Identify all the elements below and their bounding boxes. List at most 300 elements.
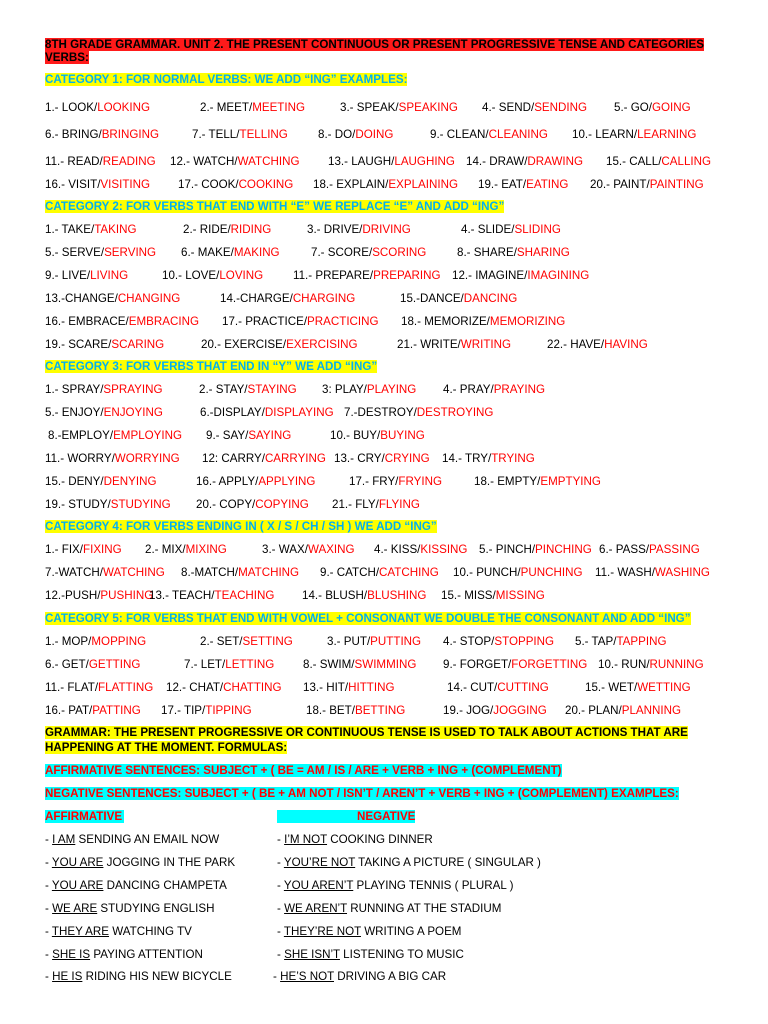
verb-pair xyxy=(606,155,711,168)
base-verb: 3.- PUT/ xyxy=(327,635,371,648)
verb-pair xyxy=(443,704,547,717)
verb-pair xyxy=(45,406,163,419)
example-dash: - xyxy=(277,948,285,961)
base-verb: 11.- WASH/ xyxy=(595,566,655,579)
verb-pair xyxy=(332,498,420,511)
ing-form: BRINGING xyxy=(101,128,160,141)
verb-pair xyxy=(401,315,565,328)
verb-pair xyxy=(306,704,405,717)
verb-pair xyxy=(318,128,393,141)
verb-pair xyxy=(340,101,458,114)
negative-example xyxy=(277,856,541,869)
base-verb: 10.- LOVE/ xyxy=(162,269,220,282)
verb-pair xyxy=(293,269,441,282)
verb-pair xyxy=(166,681,282,694)
negative-formula-text: NEGATIVE SENTENCES: SUBJECT + ( BE + AM NOT / ISN’T / AREN’T + VERB + ING + (COMPLEMENT) EXAMPLES: xyxy=(45,787,679,800)
verb-pair xyxy=(479,543,592,556)
ing-form: LIVING xyxy=(90,269,129,282)
category-3-heading-text: CATEGORY 3: FOR VERBS THAT END IN “Y” WE ADD “ING” xyxy=(45,360,378,373)
ing-form: DRIVING xyxy=(362,223,411,236)
verb-pair xyxy=(565,704,681,717)
verb-pair xyxy=(466,155,583,168)
example-rest: PLAYING TENNIS ( PLURAL ) xyxy=(353,879,514,892)
ing-form: PUSHING xyxy=(100,589,154,602)
verb-pair xyxy=(161,704,252,717)
ing-form: PAINTING xyxy=(649,178,704,191)
verb-pair xyxy=(45,475,156,488)
negative-example xyxy=(277,948,464,961)
verb-pair xyxy=(453,566,583,579)
base-verb: 22.- HAVE/ xyxy=(547,338,605,351)
verb-pair xyxy=(45,566,165,579)
ing-form: EMPLOYING xyxy=(113,429,183,442)
ing-form: BLUSHING xyxy=(367,589,427,602)
verb-pair xyxy=(595,566,710,579)
base-verb: 19.- EAT/ xyxy=(478,178,527,191)
base-verb: 2.- STAY/ xyxy=(199,383,248,396)
ing-form: HITTING xyxy=(348,681,395,694)
example-rest: RIDING HIS NEW BICYCLE xyxy=(82,970,232,983)
ing-form: PRAYING xyxy=(493,383,546,396)
base-verb: 18.- BET/ xyxy=(306,704,355,717)
verb-pair xyxy=(183,223,271,236)
base-verb: 6.- BRING/ xyxy=(45,128,102,141)
ing-form: DESTROYING xyxy=(416,406,494,419)
example-dash: - xyxy=(45,833,53,846)
ing-form: SPRAYING xyxy=(103,383,163,396)
ing-form: SPEAKING xyxy=(398,101,458,114)
negative-example xyxy=(277,902,501,915)
ing-form: WRITING xyxy=(460,338,512,351)
verb-pair xyxy=(334,452,430,465)
base-verb: 8.- SWIM/ xyxy=(303,658,355,671)
ing-form: BUYING xyxy=(380,429,425,442)
verb-pair xyxy=(196,475,315,488)
verb-pair xyxy=(590,178,704,191)
category-1-heading-text: CATEGORY 1: FOR NORMAL VERBS: WE ADD “ING” EXAMPLES: xyxy=(45,73,408,86)
negative-example xyxy=(277,879,513,892)
ing-form: SLIDING xyxy=(514,223,561,236)
ing-form: ENJOYING xyxy=(103,406,163,419)
ing-form: CHATTING xyxy=(223,681,282,694)
base-verb: 8.-EMPLOY/ xyxy=(48,429,114,442)
ing-form: FORGETTING xyxy=(511,658,588,671)
example-dash: - xyxy=(277,925,284,938)
example-subject-verb: SHE IS xyxy=(52,948,91,961)
ing-form: DANCING xyxy=(463,292,518,305)
ing-form: EXERCISING xyxy=(286,338,358,351)
ing-form: SETTING xyxy=(242,635,293,648)
verb-pair xyxy=(585,681,691,694)
ing-form: CHANGING xyxy=(117,292,181,305)
base-verb: 17.- PRACTICE/ xyxy=(222,315,308,328)
negative-column-header-text: NEGATIVE xyxy=(277,810,415,823)
example-rest: WRITING A POEM xyxy=(360,925,462,938)
ing-form: HAVING xyxy=(604,338,648,351)
ing-form: LETTING xyxy=(225,658,275,671)
base-verb: 16.- APPLY/ xyxy=(196,475,259,488)
verb-pair xyxy=(220,292,355,305)
ing-form: MISSING xyxy=(495,589,545,602)
verb-pair xyxy=(478,178,568,191)
base-verb: 5.- GO/ xyxy=(614,101,653,114)
page-title xyxy=(45,38,735,64)
verb-pair xyxy=(313,178,458,191)
ing-form: PRACTICING xyxy=(307,315,379,328)
ing-form: WETTING xyxy=(637,681,691,694)
verb-pair xyxy=(457,246,570,259)
base-verb: 7.- LET/ xyxy=(184,658,226,671)
base-verb: 17.- TIP/ xyxy=(161,704,206,717)
page-title-text: 8TH GRADE GRAMMAR. UNIT 2. THE PRESENT CONTINUOUS OR PRESENT PROGRESSIVE TENSE AND CATEGORIES VERBS: xyxy=(45,38,704,64)
verb-pair xyxy=(320,566,439,579)
ing-form: PREPARING xyxy=(373,269,441,282)
base-verb: 7.-DESTROY/ xyxy=(344,406,417,419)
base-verb: 6.- GET/ xyxy=(45,658,89,671)
ing-form: TAKING xyxy=(94,223,137,236)
base-verb: 12.- WATCH/ xyxy=(170,155,238,168)
verb-pair xyxy=(443,658,587,671)
base-verb: 3: PLAY/ xyxy=(322,383,367,396)
category-3-heading xyxy=(45,360,377,373)
base-verb: 5.- TAP/ xyxy=(575,635,617,648)
base-verb: 14.- BLUSH/ xyxy=(302,589,368,602)
base-verb: 19.- JOG/ xyxy=(443,704,494,717)
base-verb: 4.- KISS/ xyxy=(374,543,421,556)
verb-pair xyxy=(45,246,156,259)
base-verb: 16.- PAT/ xyxy=(45,704,93,717)
example-dash: - xyxy=(277,879,284,892)
ing-form: EATING xyxy=(526,178,569,191)
base-verb: 17.- FRY/ xyxy=(349,475,399,488)
verb-pair xyxy=(45,543,122,556)
ing-form: PLANNING xyxy=(621,704,681,717)
base-verb: 8.- DO/ xyxy=(318,128,356,141)
verb-pair xyxy=(206,429,291,442)
verb-pair xyxy=(307,223,411,236)
base-verb: 10.- BUY/ xyxy=(330,429,381,442)
ing-form: VISITING xyxy=(100,178,151,191)
base-verb: 9.- CLEAN/ xyxy=(430,128,489,141)
verb-pair xyxy=(192,128,288,141)
negative-column-header xyxy=(277,810,415,823)
base-verb: 10.- RUN/ xyxy=(598,658,650,671)
example-rest: TAKING A PICTURE ( SINGULAR ) xyxy=(355,856,541,869)
verb-pair xyxy=(48,429,182,442)
verb-pair xyxy=(45,704,141,717)
ing-form: EMPTYING xyxy=(540,475,601,488)
example-dash: - xyxy=(277,833,285,846)
example-subject-verb: WE AREN’T xyxy=(284,902,348,915)
affirmative-example xyxy=(45,970,232,983)
base-verb: 14.- DRAW/ xyxy=(466,155,528,168)
verb-pair xyxy=(262,543,355,556)
verb-pair xyxy=(322,383,416,396)
base-verb: 6.-DISPLAY/ xyxy=(200,406,265,419)
ing-form: SHARING xyxy=(516,246,570,259)
ing-form: TRYING xyxy=(491,452,535,465)
base-verb: 3.- WAX/ xyxy=(262,543,308,556)
ing-form: CARRYING xyxy=(264,452,326,465)
example-rest: STUDYING ENGLISH xyxy=(97,902,215,915)
affirmative-column-header xyxy=(45,810,124,823)
example-rest: PAYING ATTENTION xyxy=(90,948,203,961)
base-verb: 20.- PLAN/ xyxy=(565,704,622,717)
ing-form: CHARGING xyxy=(292,292,356,305)
ing-form: DOING xyxy=(355,128,394,141)
verb-pair xyxy=(461,223,561,236)
base-verb: 14.- TRY/ xyxy=(442,452,492,465)
base-verb: 2.- MEET/ xyxy=(200,101,253,114)
ing-form: TIPPING xyxy=(205,704,252,717)
category-5-heading xyxy=(45,612,691,625)
example-subject-verb: WE ARE xyxy=(52,902,98,915)
verb-pair xyxy=(45,128,159,141)
ing-form: FRYING xyxy=(398,475,442,488)
base-verb: 12.- CHAT/ xyxy=(166,681,224,694)
ing-form: LAUGHING xyxy=(394,155,455,168)
base-verb: 9.- CATCH/ xyxy=(320,566,380,579)
ing-form: FLYING xyxy=(378,498,420,511)
verb-pair xyxy=(575,635,667,648)
grammar-line-2-text: HAPPENING AT THE MOMENT. FORMULAS: xyxy=(45,741,288,754)
ing-form: SENDING xyxy=(534,101,588,114)
ing-form: GETTING xyxy=(88,658,141,671)
verb-pair xyxy=(202,452,326,465)
ing-form: TEACHING xyxy=(214,589,275,602)
ing-form: IMAGINING xyxy=(527,269,590,282)
ing-form: COPYING xyxy=(255,498,309,511)
affirmative-example xyxy=(45,925,192,938)
verb-pair xyxy=(327,635,421,648)
base-verb: 9.- FORGET/ xyxy=(443,658,512,671)
verb-pair xyxy=(452,269,589,282)
base-verb: 6.- MAKE/ xyxy=(181,246,234,259)
verb-pair xyxy=(547,338,648,351)
base-verb: 11.- WORRY/ xyxy=(45,452,115,465)
ing-form: MEMORIZING xyxy=(489,315,566,328)
base-verb: 8.- SHARE/ xyxy=(457,246,517,259)
verb-pair xyxy=(200,406,334,419)
affirmative-example xyxy=(45,948,203,961)
verb-pair xyxy=(303,658,416,671)
base-verb: 10.- LEARN/ xyxy=(572,128,638,141)
ing-form: FLATTING xyxy=(98,681,154,694)
base-verb: 1.- FIX/ xyxy=(45,543,84,556)
ing-form: PLAYING xyxy=(366,383,417,396)
verb-pair xyxy=(302,589,426,602)
verb-pair xyxy=(303,681,394,694)
example-dash: - xyxy=(273,970,281,983)
verb-pair xyxy=(442,452,535,465)
grammar-line-1-text: GRAMMAR: THE PRESENT PROGRESSIVE OR CONTINUOUS TENSE IS USED TO TALK ABOUT ACTIONS THAT ARE xyxy=(45,726,688,739)
verb-pair xyxy=(199,383,297,396)
base-verb: 13.- TEACH/ xyxy=(149,589,215,602)
example-rest: RUNNING AT THE STADIUM xyxy=(347,902,502,915)
ing-form: MATCHING xyxy=(238,566,300,579)
affirmative-column-header-text: AFFIRMATIVE xyxy=(45,810,123,823)
verb-pair xyxy=(181,246,280,259)
ing-form: GOING xyxy=(652,101,691,114)
verb-pair xyxy=(45,658,140,671)
base-verb: 11.- FLAT/ xyxy=(45,681,99,694)
example-subject-verb: I’M NOT xyxy=(284,833,328,846)
ing-form: STOPPING xyxy=(494,635,555,648)
example-dash: - xyxy=(45,879,52,892)
example-dash: - xyxy=(45,970,53,983)
ing-form: STAYING xyxy=(247,383,297,396)
base-verb: 17.- COOK/ xyxy=(178,178,239,191)
base-verb: 3.- SPEAK/ xyxy=(340,101,399,114)
affirmative-formula-text: AFFIRMATIVE SENTENCES: SUBJECT + ( BE = AM / IS / ARE + VERB + ING + (COMPLEMENT) xyxy=(45,764,562,777)
base-verb: 15.- CALL/ xyxy=(606,155,662,168)
verb-pair xyxy=(45,223,137,236)
ing-form: CUTTING xyxy=(497,681,549,694)
ing-form: KISSING xyxy=(420,543,468,556)
ing-form: COOKING xyxy=(238,178,294,191)
base-verb: 12.- IMAGINE/ xyxy=(452,269,528,282)
ing-form: LOOKING xyxy=(97,101,151,114)
grammar-line-1 xyxy=(45,726,688,739)
ing-form: SCORING xyxy=(372,246,427,259)
verb-pair xyxy=(45,315,199,328)
ing-form: TELLING xyxy=(239,128,288,141)
negative-formula xyxy=(45,787,679,800)
ing-form: SCARING xyxy=(111,338,165,351)
verb-pair xyxy=(149,589,274,602)
verb-pair xyxy=(482,101,587,114)
ing-form: MEETING xyxy=(252,101,306,114)
base-verb: 9.- LIVE/ xyxy=(45,269,91,282)
ing-form: EXPLAINING xyxy=(388,178,458,191)
base-verb: 9.- SAY/ xyxy=(206,429,249,442)
verb-pair xyxy=(45,338,164,351)
base-verb: 15.-DANCE/ xyxy=(400,292,464,305)
verb-pair xyxy=(222,315,379,328)
ing-form: LEARNING xyxy=(637,128,697,141)
ing-form: TAPPING xyxy=(616,635,667,648)
base-verb: 20.- PAINT/ xyxy=(590,178,650,191)
base-verb: 15.- MISS/ xyxy=(441,589,496,602)
base-verb: 18.- EMPTY/ xyxy=(474,475,541,488)
example-rest: DRIVING A BIG CAR xyxy=(334,970,447,983)
ing-form: WATCHING xyxy=(102,566,165,579)
example-subject-verb: YOU AREN’T xyxy=(283,879,354,892)
verb-pair xyxy=(162,269,263,282)
base-verb: 19.- STUDY/ xyxy=(45,498,111,511)
example-subject-verb: THEY’RE NOT xyxy=(283,925,361,938)
verb-pair xyxy=(311,246,426,259)
base-verb: 13.- LAUGH/ xyxy=(328,155,395,168)
base-verb: 20.- COPY/ xyxy=(196,498,256,511)
verb-pair xyxy=(170,155,299,168)
verb-pair xyxy=(374,543,467,556)
verb-pair xyxy=(330,429,425,442)
base-verb: 14.- CUT/ xyxy=(447,681,498,694)
ing-form: SWIMMING xyxy=(354,658,417,671)
negative-example xyxy=(277,925,461,938)
verb-pair xyxy=(474,475,601,488)
verb-pair xyxy=(397,338,511,351)
verb-pair xyxy=(349,475,442,488)
base-verb: 3.- DRIVE/ xyxy=(307,223,363,236)
affirmative-example xyxy=(45,833,219,846)
ing-form: PINCHING xyxy=(535,543,592,556)
ing-form: RIDING xyxy=(230,223,272,236)
base-verb: 7.- TELL/ xyxy=(192,128,240,141)
verb-pair xyxy=(178,178,293,191)
example-subject-verb: SHE ISN’T xyxy=(284,948,340,961)
category-5-heading-text: CATEGORY 5: FOR VERBS THAT END WITH VOWEL + CONSONANT WE DOUBLE THE CONSONANT AND ADD “ING” xyxy=(45,612,691,625)
base-verb: 7.- SCORE/ xyxy=(311,246,373,259)
base-verb: 16.- VISIT/ xyxy=(45,178,101,191)
base-verb: 13.-CHANGE/ xyxy=(45,292,118,305)
verb-pair xyxy=(145,543,227,556)
verb-pair xyxy=(200,101,305,114)
verb-pair xyxy=(201,338,358,351)
base-verb: 11.- PREPARE/ xyxy=(293,269,374,282)
ing-form: SAYING xyxy=(248,429,292,442)
ing-form: DENYING xyxy=(103,475,157,488)
verb-pair xyxy=(45,383,162,396)
verb-pair xyxy=(45,269,128,282)
base-verb: 6.- PASS/ xyxy=(599,543,650,556)
base-verb: 5.- ENJOY/ xyxy=(45,406,104,419)
verb-pair xyxy=(45,101,150,114)
example-rest: JOGGING IN THE PARK xyxy=(103,856,236,869)
ing-form: FIXING xyxy=(83,543,122,556)
ing-form: WASHING xyxy=(654,566,710,579)
base-verb: 1.- MOP/ xyxy=(45,635,92,648)
ing-form: WAXING xyxy=(307,543,355,556)
verb-pair xyxy=(45,178,150,191)
base-verb: 15.- WET/ xyxy=(585,681,638,694)
base-verb: 18.- MEMORIZE/ xyxy=(401,315,490,328)
affirmative-formula xyxy=(45,764,562,777)
verb-pair xyxy=(572,128,696,141)
example-rest: WATCHING TV xyxy=(109,925,192,938)
example-dash: - xyxy=(45,856,52,869)
ing-form: CATCHING xyxy=(379,566,439,579)
negative-example xyxy=(277,833,433,846)
ing-form: CALLING xyxy=(661,155,712,168)
example-subject-verb: YOU ARE xyxy=(51,856,104,869)
category-4-heading xyxy=(45,520,437,533)
verb-pair xyxy=(45,635,146,648)
example-dash: - xyxy=(45,902,53,915)
base-verb: 5.- SERVE/ xyxy=(45,246,105,259)
example-rest: LISTENING TO MUSIC xyxy=(339,948,464,961)
base-verb: 21.- FLY/ xyxy=(332,498,379,511)
ing-form: MAKING xyxy=(233,246,280,259)
example-dash: - xyxy=(277,902,285,915)
ing-form: DISPLAYING xyxy=(264,406,334,419)
base-verb: 10.- PUNCH/ xyxy=(453,566,521,579)
base-verb: 20.- EXERCISE/ xyxy=(201,338,287,351)
base-verb: 21.- WRITE/ xyxy=(397,338,461,351)
example-rest: DANCING CHAMPETA xyxy=(103,879,227,892)
base-verb: 14.-CHARGE/ xyxy=(220,292,293,305)
verb-pair xyxy=(184,658,274,671)
base-verb: 7.-WATCH/ xyxy=(45,566,103,579)
ing-form: PASSING xyxy=(649,543,700,556)
category-1-heading xyxy=(45,73,407,86)
example-dash: - xyxy=(45,925,52,938)
base-verb: 19.- SCARE/ xyxy=(45,338,112,351)
verb-pair xyxy=(196,498,309,511)
ing-form: DRAWING xyxy=(527,155,584,168)
verb-pair xyxy=(45,681,153,694)
